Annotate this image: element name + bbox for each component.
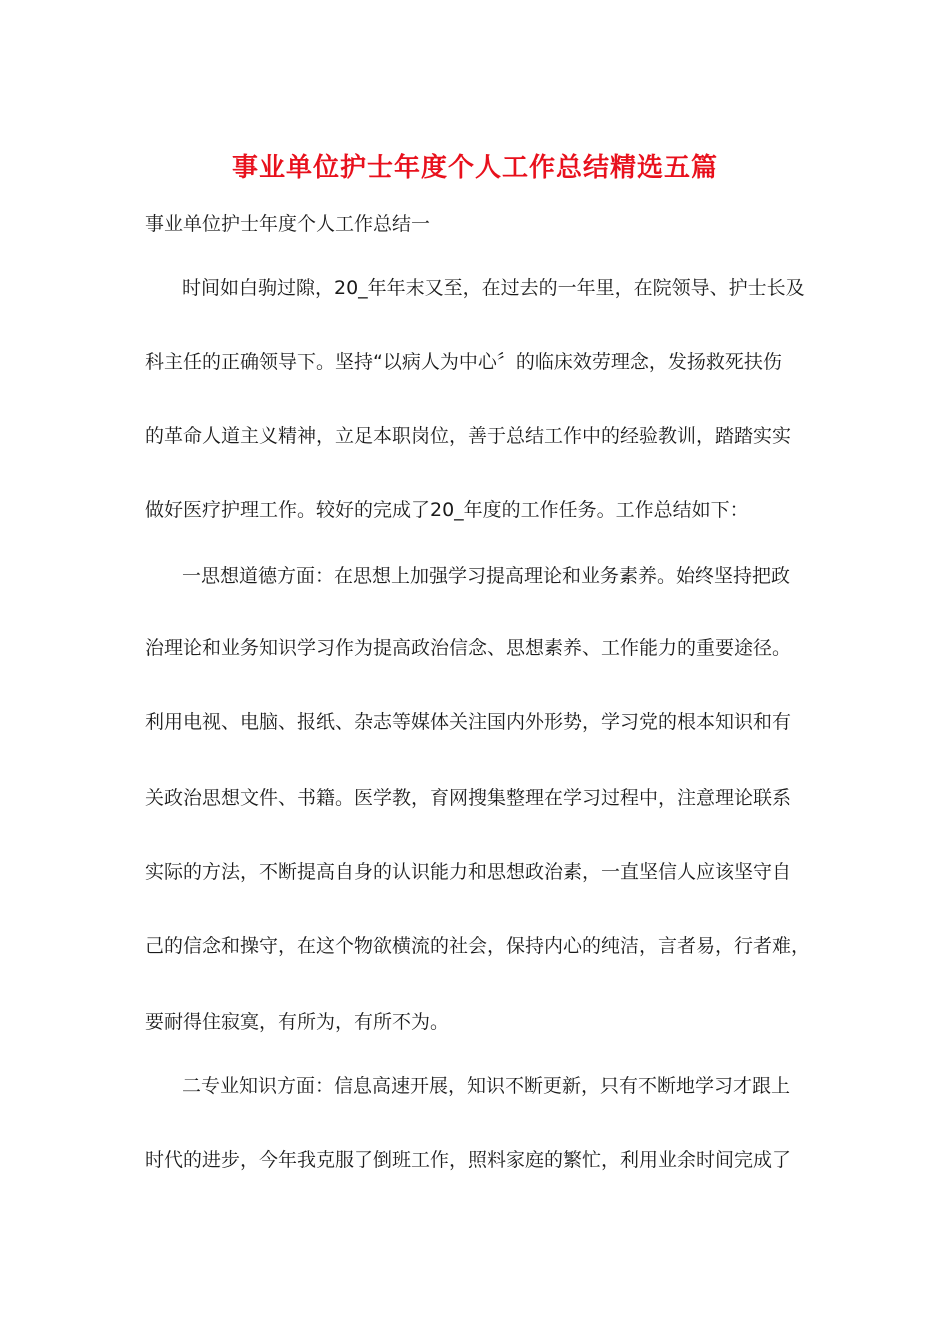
paragraph-line: 关政治思想文件、书籍。医学教，育网搜集整理在学习过程中，注意理论联系 [145, 787, 792, 809]
paragraph-line: 时间如白驹过隙，20_年年末又至，在过去的一年里，在院领导、护士长及 [182, 277, 805, 299]
paragraph-line: 的革命人道主义精神，立足本职岗位，善于总结工作中的经验教训，踏踏实实 [145, 425, 792, 447]
paragraph-line: 二专业知识方面：信息高速开展，知识不断更新，只有不断地学习才跟上 [182, 1075, 791, 1097]
paragraph-line: 要耐得住寂寞，有所为，有所不为。 [145, 1011, 450, 1033]
paragraph-line: 做好医疗护理工作。较好的完成了20_年度的工作任务。工作总结如下： [145, 499, 749, 521]
section-heading: 事业单位护士年度个人工作总结一 [145, 213, 431, 235]
paragraph-line: 一思想道德方面：在思想上加强学习提高理论和业务素养。始终坚持把政 [182, 565, 791, 587]
paragraph-line: 治理论和业务知识学习作为提高政治信念、思想素养、工作能力的重要途径。 [145, 637, 792, 659]
paragraph-line: 科主任的正确领导下。坚持“以病人为中心〞的临床效劳理念，发扬救死扶伤 [145, 351, 782, 373]
document-title: 事业单位护士年度个人工作总结精选五篇 [231, 153, 718, 183]
paragraph-line: 己的信念和操守，在这个物欲横流的社会，保持内心的纯洁，言者易，行者难， [145, 935, 811, 957]
paragraph-line: 利用电视、电脑、报纸、杂志等媒体关注国内外形势，学习党的根本知识和有 [145, 711, 792, 733]
paragraph-line: 实际的方法，不断提高自身的认识能力和思想政治素，一直坚信人应该坚守自 [145, 861, 792, 883]
paragraph-line: 时代的进步，今年我克服了倒班工作，照料家庭的繁忙，利用业余时间完成了 [145, 1149, 792, 1171]
